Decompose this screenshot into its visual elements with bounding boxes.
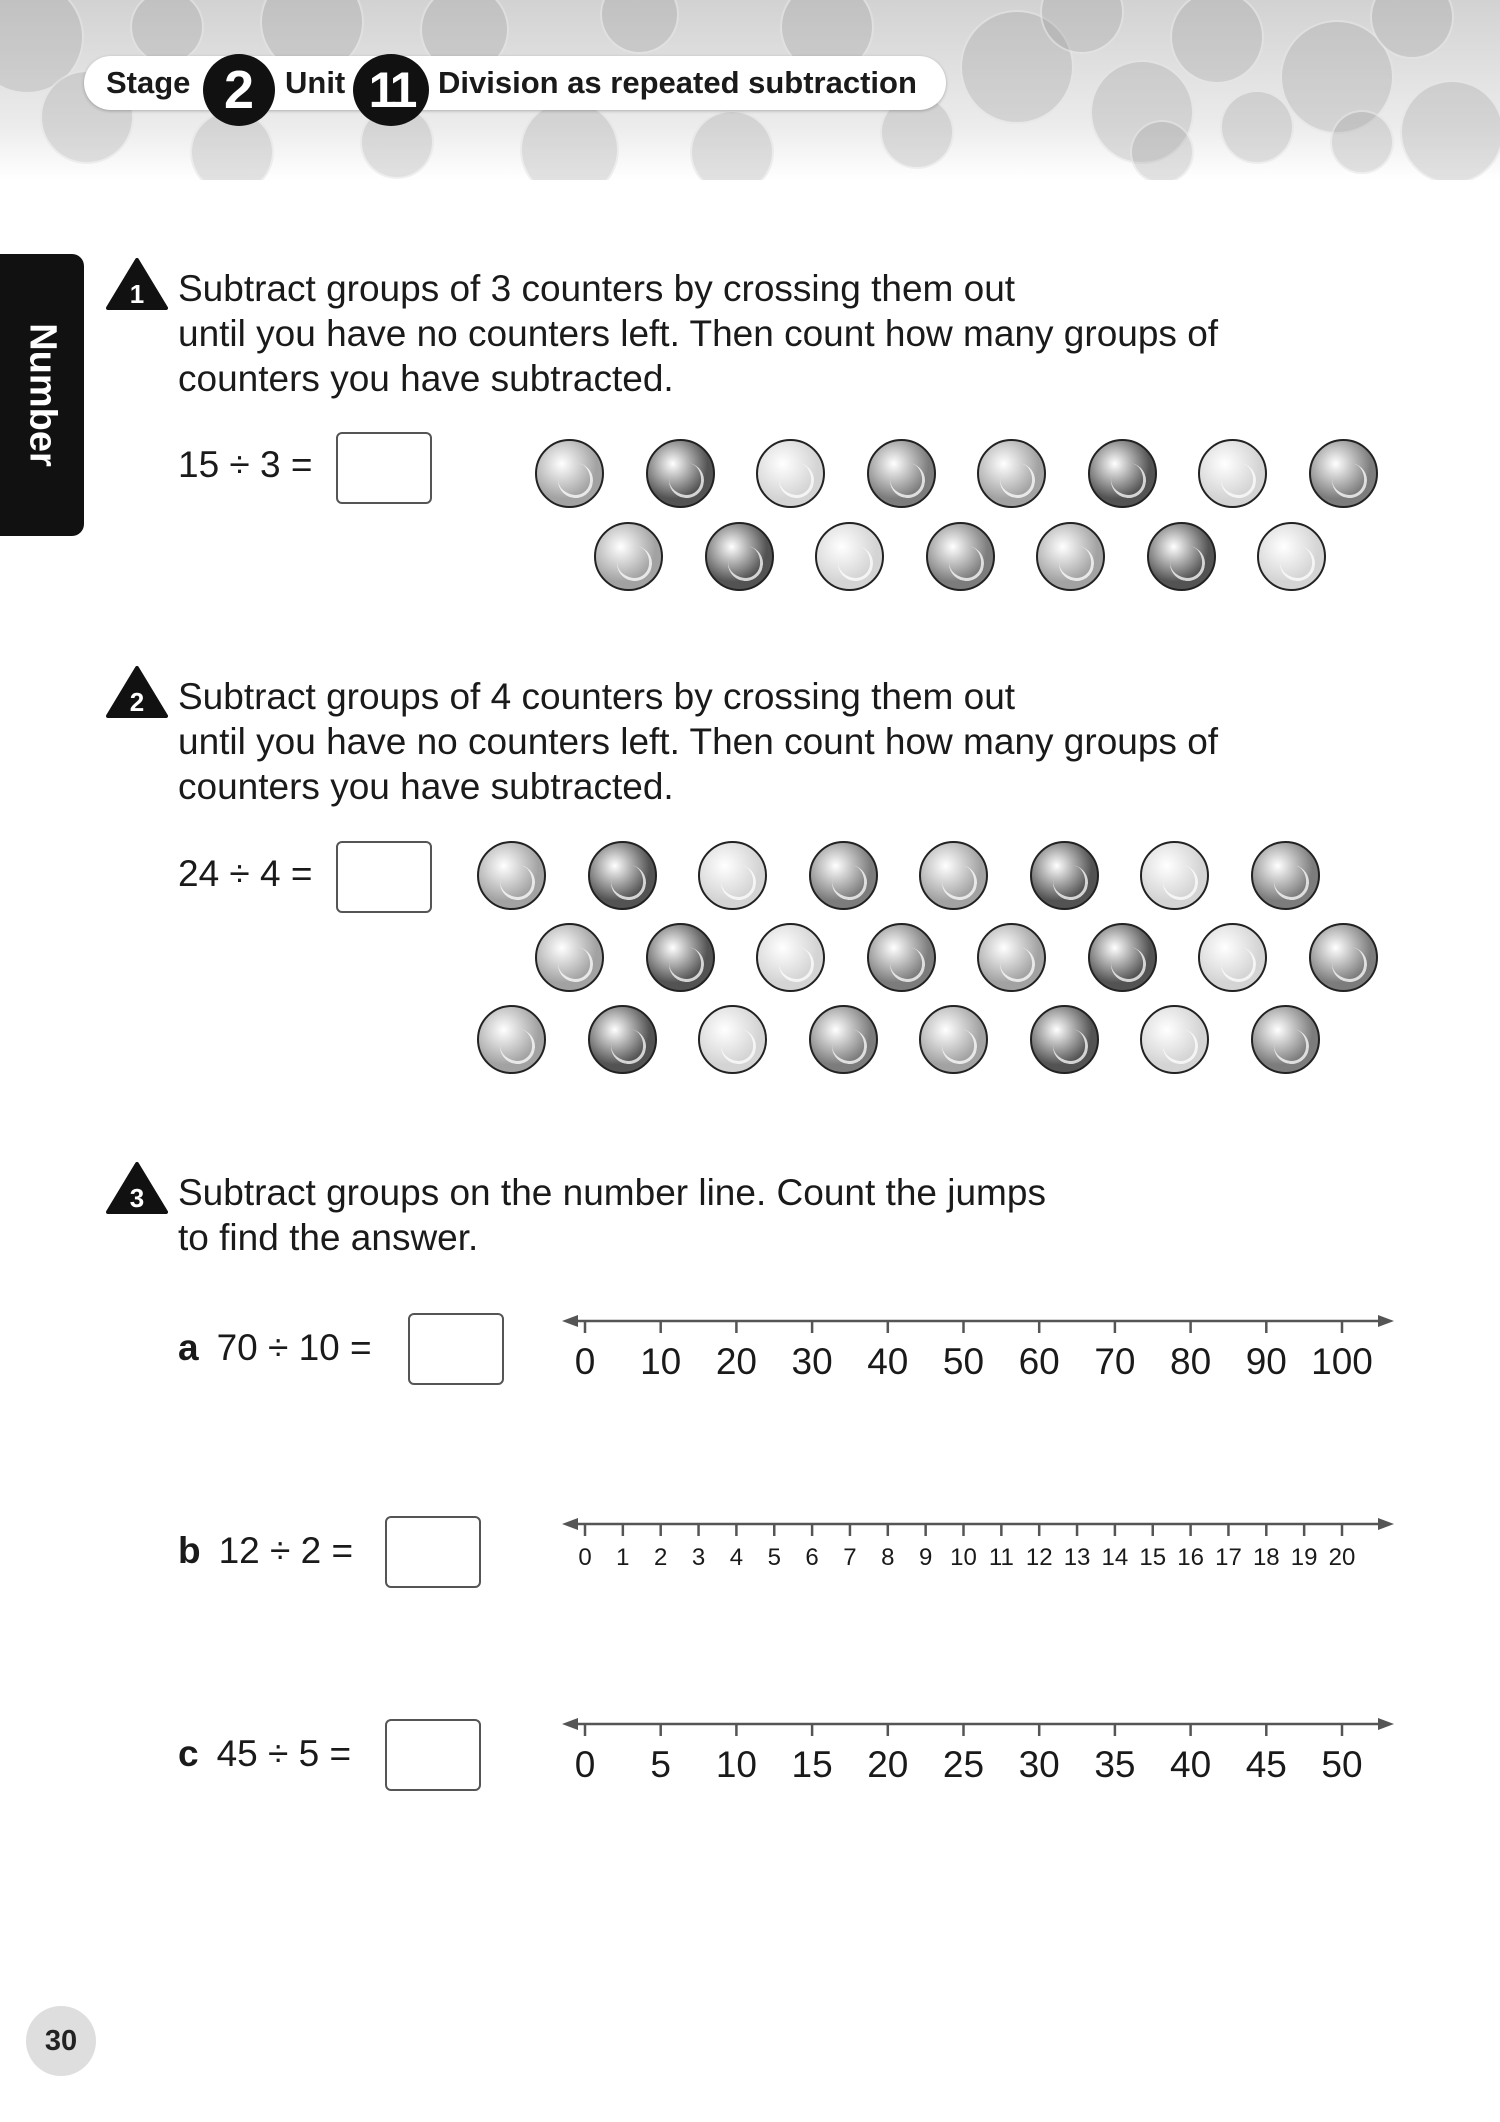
unit-number: 11	[353, 54, 429, 126]
tick-label: 17	[1215, 1544, 1242, 1571]
counter[interactable]	[809, 841, 878, 910]
counter[interactable]	[1140, 1005, 1209, 1074]
part-c-answer-box[interactable]	[385, 1719, 481, 1791]
arrow-left-icon	[562, 1518, 578, 1530]
counter[interactable]	[867, 923, 936, 992]
tick-label: 19	[1290, 1544, 1318, 1571]
arrow-left-icon	[562, 1718, 578, 1730]
side-tab	[0, 254, 84, 536]
counter[interactable]	[588, 1005, 657, 1074]
counter[interactable]	[1198, 923, 1267, 992]
counter[interactable]	[646, 439, 715, 508]
question-1-marker	[106, 258, 168, 310]
tick-label: 5	[650, 1744, 671, 1785]
tick-label: 50	[1321, 1744, 1363, 1785]
counter[interactable]	[535, 439, 604, 508]
tick-label: 35	[1094, 1744, 1136, 1785]
number-line-b	[560, 1500, 1400, 1600]
counter[interactable]	[698, 1005, 767, 1074]
tick-label: 16	[1177, 1544, 1204, 1571]
counter[interactable]	[926, 522, 995, 591]
counter[interactable]	[1257, 522, 1326, 591]
tick-label: 7	[843, 1544, 857, 1571]
part-b-expression: 12 ÷ 2 =	[218, 1530, 354, 1571]
part-b-answer-box[interactable]	[385, 1516, 481, 1588]
question-2-text: Subtract groups of 4 counters by crossing them out until you have no counters left. Then count how many groups of counters you have subtracted.	[178, 676, 1219, 807]
question-1-text: Subtract groups of 3 counters by crossing them out until you have no counters left. Then count how many groups of counters you have subtracted.	[178, 268, 1219, 399]
arrow-left-icon	[562, 1315, 578, 1327]
stage-label: Stage	[106, 65, 191, 100]
tick-label: 10	[715, 1744, 757, 1785]
part-c-equation	[178, 1733, 351, 1775]
tick-label: 5	[767, 1544, 781, 1571]
tick-label: 9	[918, 1544, 933, 1571]
tick-label: 0	[574, 1341, 596, 1382]
counter[interactable]	[646, 923, 715, 992]
tick-label: 15	[1139, 1544, 1167, 1571]
part-a-answer-box[interactable]	[408, 1313, 504, 1385]
counter[interactable]	[1088, 923, 1157, 992]
arrow-right-icon	[1378, 1718, 1394, 1730]
tick-label: 13	[1063, 1544, 1091, 1571]
counter[interactable]	[1309, 923, 1378, 992]
counter[interactable]	[705, 522, 774, 591]
tick-label: 0	[578, 1544, 592, 1571]
counter[interactable]	[1030, 1005, 1099, 1074]
unit-title: Division as repeated subtraction	[438, 65, 917, 100]
tick-label: 10	[640, 1341, 682, 1382]
counter[interactable]	[977, 923, 1046, 992]
tick-label: 0	[574, 1744, 596, 1785]
tick-label: 6	[805, 1544, 819, 1571]
counter[interactable]	[919, 1005, 988, 1074]
part-b-letter: b	[178, 1530, 201, 1571]
side-tab-label: Number	[21, 323, 64, 467]
counter[interactable]	[756, 923, 825, 992]
unit-label: Unit	[285, 65, 346, 100]
tick-label: 80	[1170, 1341, 1212, 1382]
counter[interactable]	[477, 1005, 546, 1074]
tick-label: 100	[1311, 1341, 1373, 1382]
tick-label: 15	[791, 1744, 833, 1785]
tick-label: 40	[1170, 1744, 1212, 1785]
part-c-expression: 45 ÷ 5 =	[216, 1733, 352, 1774]
question-2-equation: 24 ÷ 4 =	[178, 853, 313, 894]
part-b-equation	[178, 1530, 353, 1572]
counter[interactable]	[1198, 439, 1267, 508]
tick-label: 11	[988, 1544, 1014, 1571]
question-1-answer-box[interactable]	[336, 432, 432, 504]
counter[interactable]	[477, 841, 546, 910]
counter[interactable]	[594, 522, 663, 591]
counter[interactable]	[1251, 841, 1320, 910]
part-a-letter: a	[178, 1327, 199, 1368]
tick-label: 20	[1328, 1544, 1356, 1571]
tick-label: 20	[715, 1341, 757, 1382]
tick-label: 4	[729, 1544, 744, 1571]
tick-label: 18	[1252, 1544, 1280, 1571]
tick-label: 8	[881, 1544, 895, 1571]
tick-label: 25	[942, 1744, 985, 1785]
page-number: 30	[26, 2006, 96, 2076]
question-3-text: Subtract groups on the number line. Count the jumps to find the answer.	[178, 1172, 1046, 1258]
counter[interactable]	[1140, 841, 1209, 910]
tick-label: 50	[942, 1341, 985, 1382]
counter[interactable]	[698, 841, 767, 910]
counter[interactable]	[756, 439, 825, 508]
counter[interactable]	[1309, 439, 1378, 508]
tick-label: 20	[867, 1744, 909, 1785]
counter[interactable]	[588, 841, 657, 910]
question-1-number: 1	[129, 279, 145, 309]
arrow-right-icon	[1378, 1518, 1394, 1530]
tick-label: 14	[1101, 1544, 1129, 1571]
number-line-c	[560, 1702, 1400, 1802]
question-1-equation: 15 ÷ 3 =	[178, 444, 313, 485]
number-line-a	[560, 1300, 1400, 1400]
counter[interactable]	[977, 439, 1046, 508]
tick-label: 12	[1025, 1544, 1053, 1571]
tick-label: 30	[791, 1341, 833, 1382]
counter[interactable]	[867, 439, 936, 508]
part-a-expression: 70 ÷ 10 =	[216, 1327, 372, 1368]
counter[interactable]	[919, 841, 988, 910]
tick-label: 10	[950, 1544, 977, 1571]
counter[interactable]	[815, 522, 884, 591]
tick-label: 30	[1018, 1744, 1060, 1785]
counter[interactable]	[1030, 841, 1099, 910]
tick-label: 40	[867, 1341, 909, 1382]
counter[interactable]	[809, 1005, 878, 1074]
counter[interactable]	[1088, 439, 1157, 508]
arrow-right-icon	[1378, 1315, 1394, 1327]
stage-number: 2	[203, 54, 275, 126]
tick-label: 70	[1094, 1341, 1136, 1382]
counter[interactable]	[1147, 522, 1216, 591]
part-c-letter: c	[178, 1733, 199, 1774]
tick-label: 60	[1018, 1341, 1060, 1382]
question-3-number: 3	[129, 1183, 145, 1213]
counter[interactable]	[1036, 522, 1105, 591]
tick-label: 45	[1245, 1744, 1287, 1785]
question-2-number: 2	[129, 687, 145, 717]
question-2-marker	[106, 666, 168, 718]
part-a-equation	[178, 1327, 372, 1369]
counter[interactable]	[1251, 1005, 1320, 1074]
tick-label: 2	[654, 1544, 668, 1571]
question-3-marker	[106, 1162, 168, 1214]
counter[interactable]	[535, 923, 604, 992]
question-2-answer-box[interactable]	[336, 841, 432, 913]
tick-label: 3	[691, 1544, 706, 1571]
tick-label: 90	[1245, 1341, 1287, 1382]
tick-label: 1	[616, 1544, 630, 1571]
